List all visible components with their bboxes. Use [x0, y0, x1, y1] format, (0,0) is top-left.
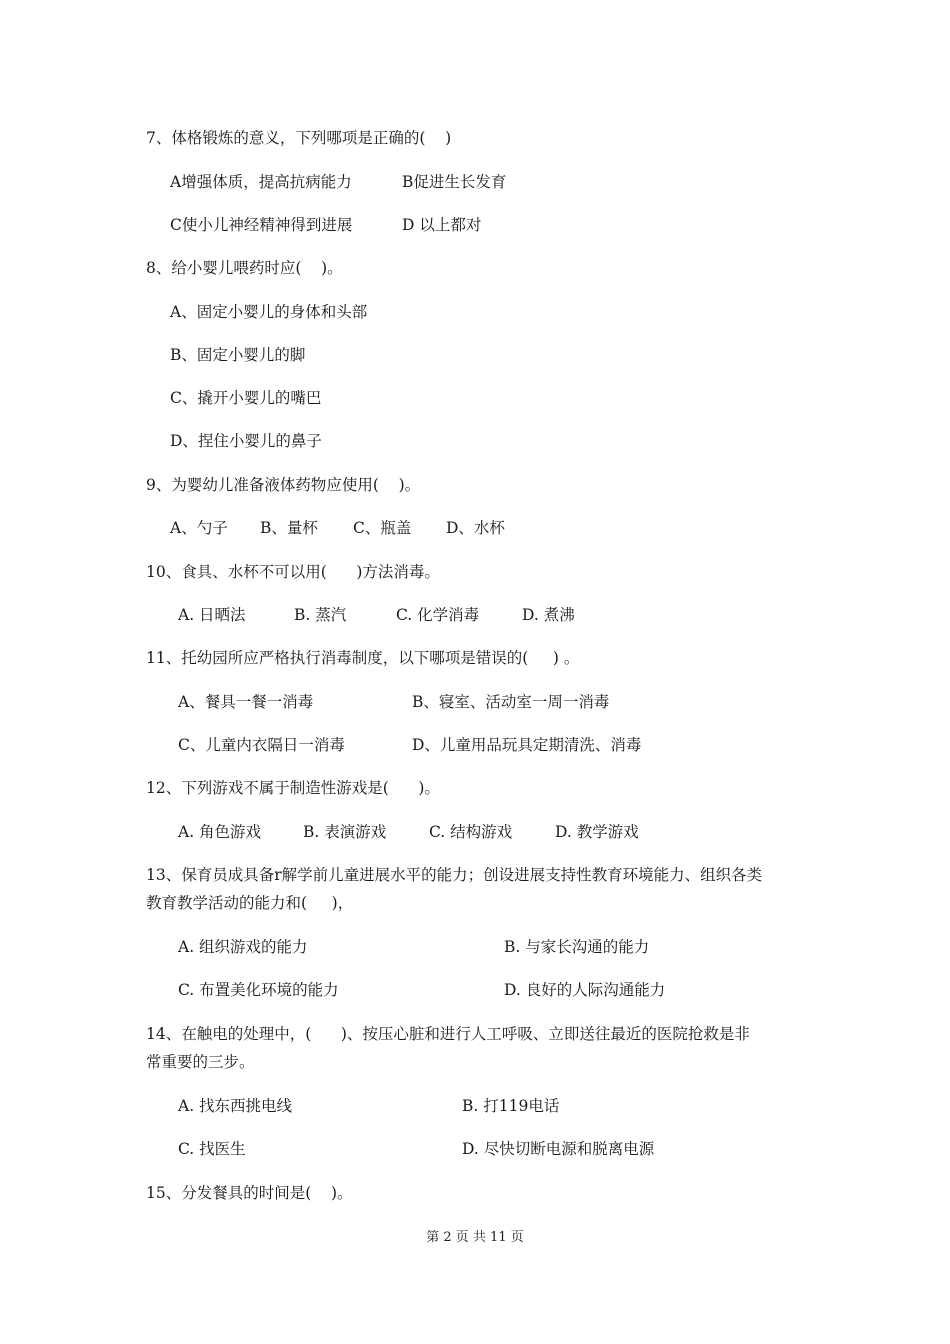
question-7-option-a: A增强体质，提高抗病能力: [170, 173, 352, 191]
question-12-option-b: B. 表演游戏: [303, 823, 387, 841]
question-11-stem: 11、托幼园所应严格执行消毒制度，以下哪项是错误的( ) 。: [146, 649, 580, 667]
question-8-option-d: D、捏住小婴儿的鼻子: [170, 432, 322, 450]
question-13-option-d: D. 良好的人际沟通能力: [504, 981, 666, 999]
question-10-stem: 10、食具、水杯不可以用( )方法消毒。: [146, 563, 440, 581]
question-7-stem: 7、体格锻炼的意义，下列哪项是正确的( ): [146, 129, 452, 147]
question-14-stem-line-2: 常重要的三步。: [146, 1053, 255, 1071]
question-8-option-b: B、固定小婴儿的脚: [170, 346, 306, 364]
question-10-option-c: C. 化学消毒: [396, 606, 480, 624]
question-14-option-a: A. 找东西挑电线: [178, 1097, 293, 1115]
question-9-option-a: A、勺子: [170, 519, 228, 537]
question-13-option-b: B. 与家长沟通的能力: [504, 938, 650, 956]
question-13-stem-line-2: 教育教学活动的能力和( )，: [146, 894, 354, 912]
question-12-option-d: D. 教学游戏: [555, 823, 639, 841]
question-9-stem: 9、为婴幼儿准备液体药物应使用( )。: [146, 476, 421, 494]
question-12-stem: 12、下列游戏不属于制造性游戏是( )。: [146, 779, 440, 797]
question-15-stem: 15、分发餐具的时间是( )。: [146, 1184, 353, 1202]
question-9-option-d: D、水杯: [446, 519, 505, 537]
question-13-option-a: A. 组织游戏的能力: [178, 938, 308, 956]
question-13-option-c: C. 布置美化环境的能力: [178, 981, 339, 999]
question-11-option-c: C、儿童内衣隔日一消毒: [178, 736, 345, 754]
question-11-option-d: D、儿童用品玩具定期清洗、消毒: [412, 736, 642, 754]
question-7-option-d: D 以上都对: [402, 216, 482, 234]
question-14-option-c: C. 找医生: [178, 1140, 246, 1158]
question-10-option-b: B. 蒸汽: [294, 606, 347, 624]
question-10-option-d: D. 煮沸: [522, 606, 575, 624]
question-13-stem-line-1: 13、保育员成具备r解学前儿童进展水平的能力；创设进展支持性教育环境能力、组织各类: [146, 866, 763, 884]
question-14-option-d: D. 尽快切断电源和脱离电源: [462, 1140, 655, 1158]
question-10-option-a: A. 日晒法: [178, 606, 246, 624]
question-11-option-a: A、餐具一餐一消毒: [178, 693, 314, 711]
question-11-option-b: B、寝室、活动室一周一消毒: [412, 693, 610, 711]
question-12-option-c: C. 结构游戏: [429, 823, 513, 841]
question-12-option-a: A. 角色游戏: [178, 823, 262, 841]
question-8-option-c: C、撬开小婴儿的嘴巴: [170, 389, 322, 407]
question-9-option-c: C、瓶盖: [353, 519, 412, 537]
page-number-footer: 第 2 页 共 11 页: [426, 1230, 524, 1245]
question-8-stem: 8、给小婴儿喂药时应( )。: [146, 259, 343, 277]
question-14-stem-line-1: 14、在触电的处理中，( )、按压心脏和进行人工呼吸、立即送往最近的医院抢救是非: [146, 1025, 750, 1043]
question-8-option-a: A、固定小婴儿的身体和头部: [170, 303, 368, 321]
question-9-option-b: B、量杯: [260, 519, 318, 537]
question-7-option-c: C使小儿神经精神得到进展: [170, 216, 353, 234]
question-7-option-b: B促进生长发育: [402, 173, 507, 191]
question-14-option-b: B. 打119电话: [462, 1097, 560, 1115]
